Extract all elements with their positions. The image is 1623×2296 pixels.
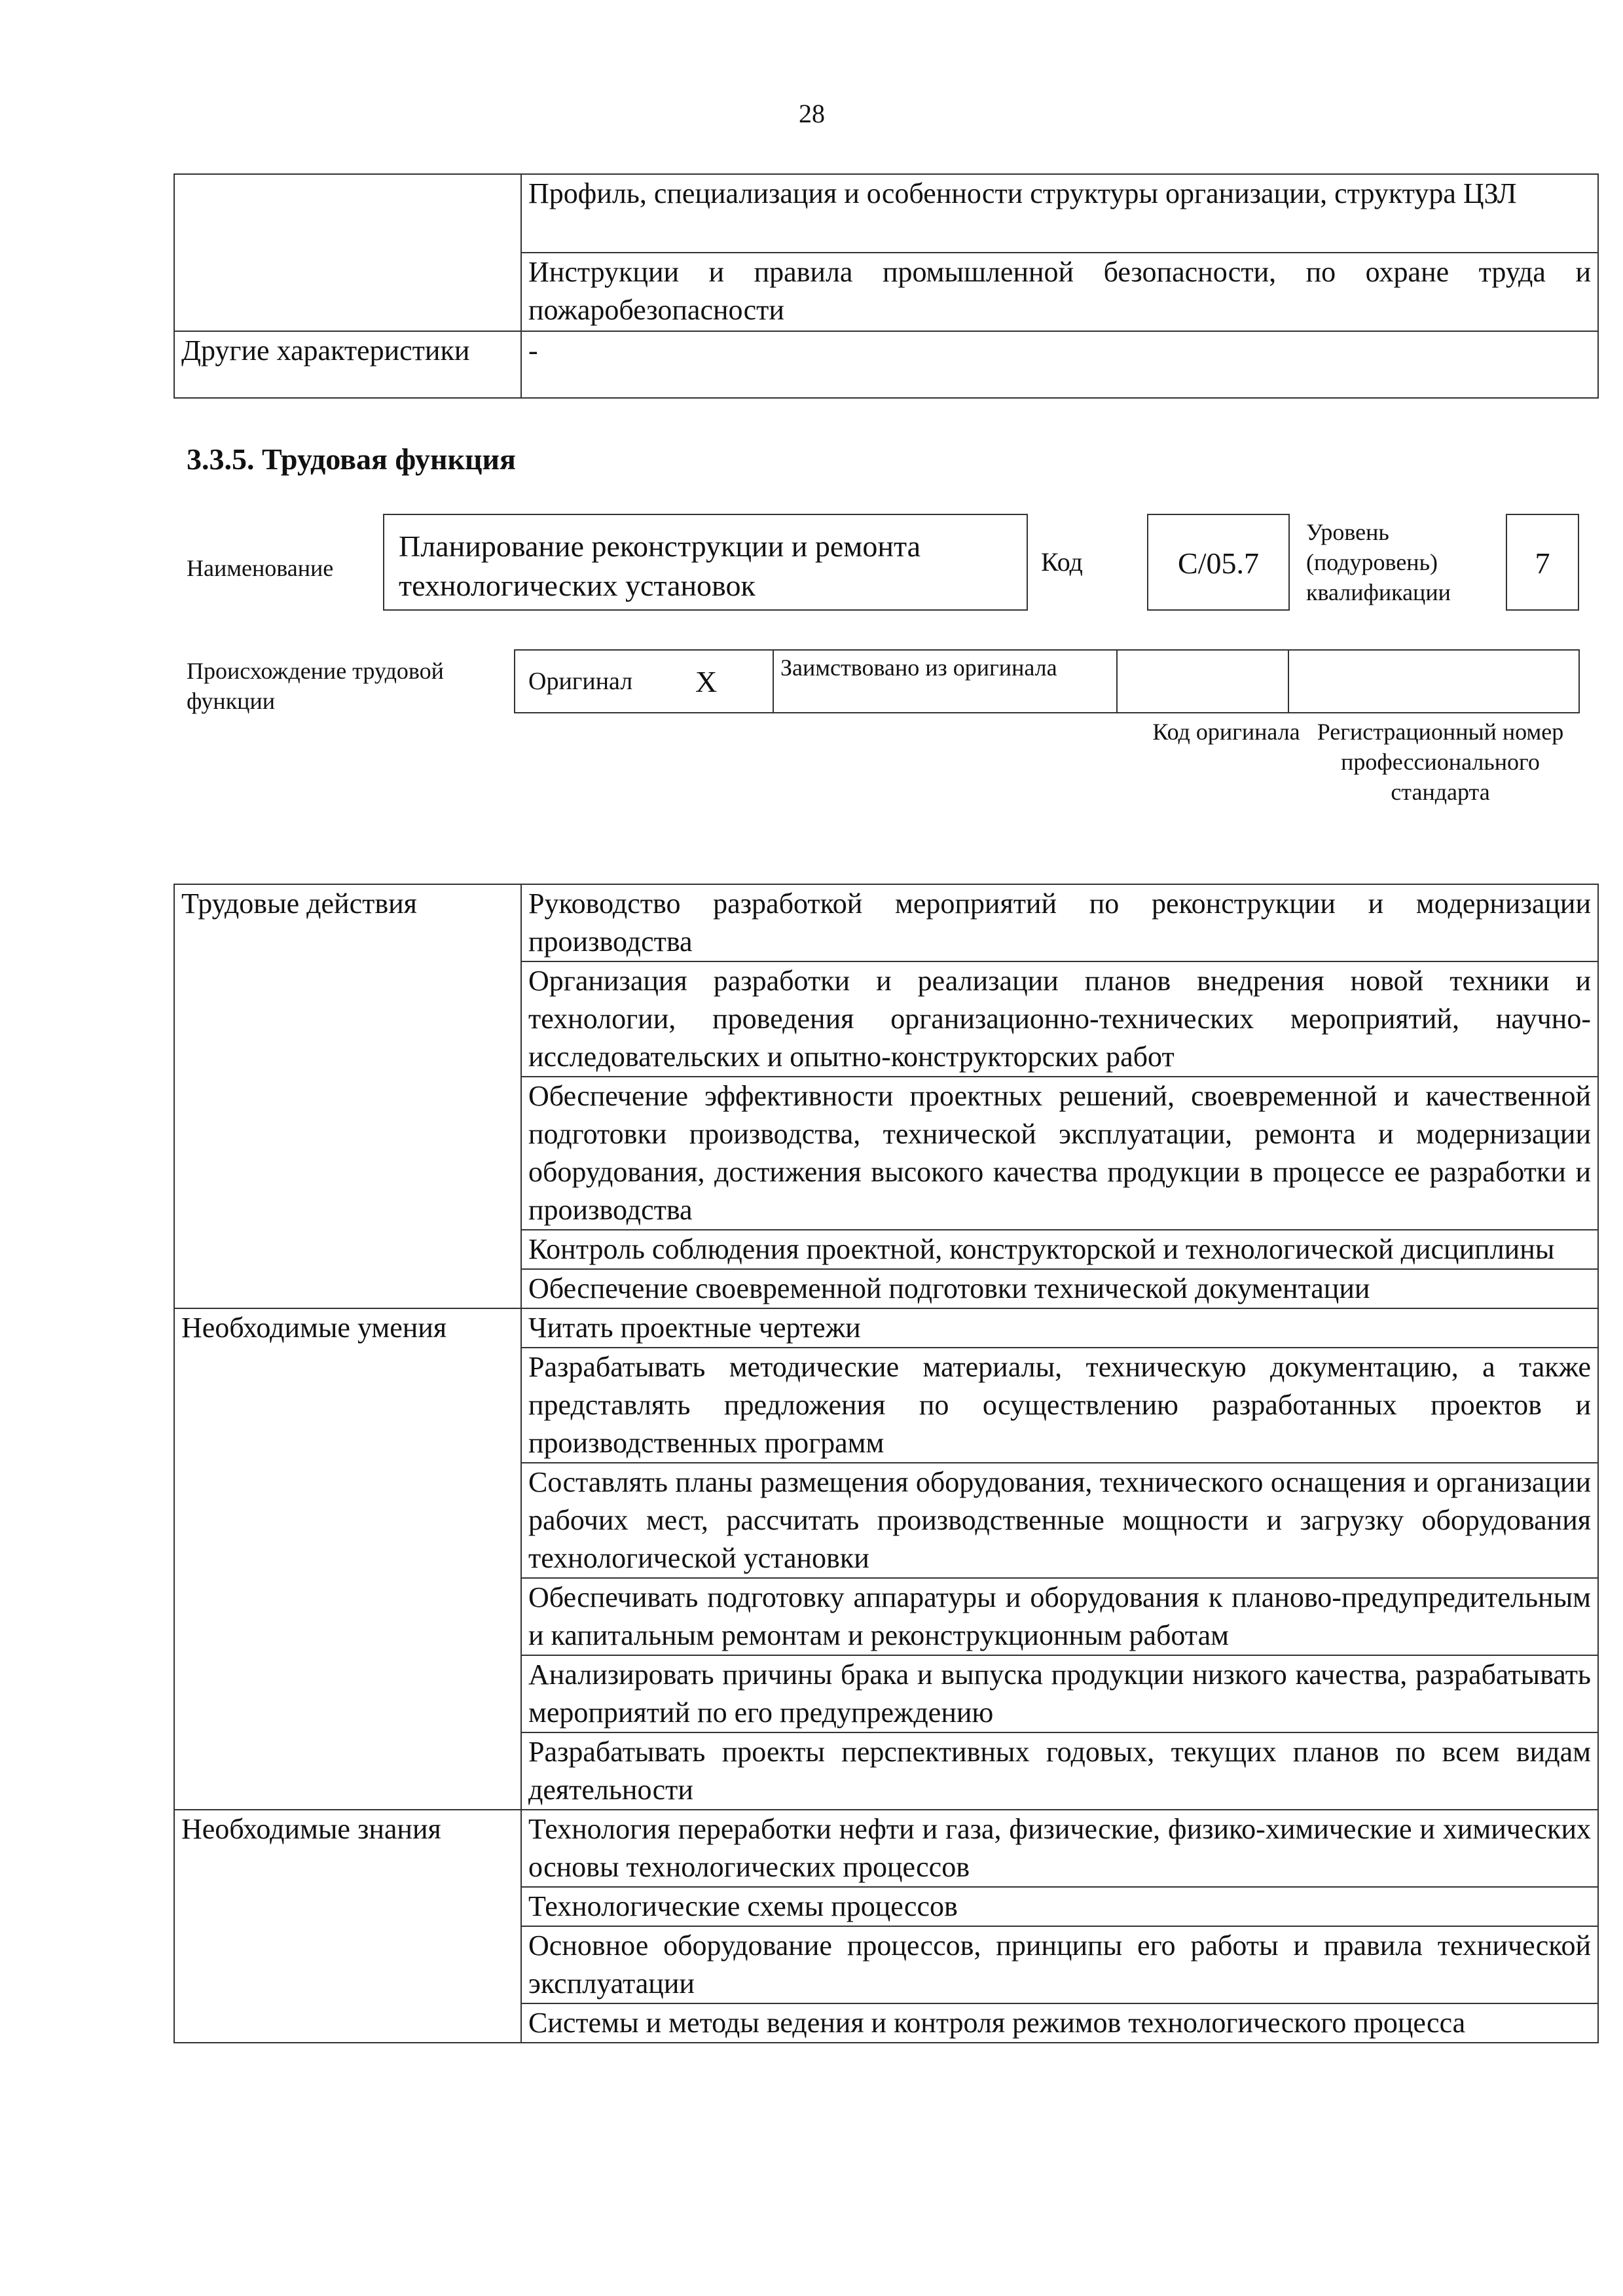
function-name-box: Планирование реконструкции и ремонта технологических установок: [383, 514, 1028, 611]
table-row: [174, 331, 1598, 398]
list-item: -: [521, 331, 1598, 398]
section-title: 3.3.5. Трудовая функция: [187, 442, 516, 476]
list-item: Технология переработки нефти и газа, физические, физико-химические и химических основы технологических процессов: [521, 1810, 1598, 1887]
code-value-box: C/05.7: [1147, 514, 1290, 611]
table-row: [174, 1810, 1598, 1887]
list-item: Основное оборудование процессов, принципы его работы и правила технической эксплуатации: [521, 1926, 1598, 2003]
top-table: [173, 173, 1599, 399]
name-label: Наименование: [187, 555, 334, 581]
list-item: Технологические схемы процессов: [521, 1887, 1598, 1926]
row-label: [174, 174, 521, 331]
list-item: Организация разработки и реализации планов внедрения новой техники и технологии, проведения организационно-технических мероприятий, научно-исследовательских и опытно-конструкторских работ: [521, 961, 1598, 1077]
list-item: Разрабатывать проекты перспективных годовых, текущих планов по всем видам деятельности: [521, 1732, 1598, 1810]
page-number: 28: [799, 99, 825, 128]
origin-table: [514, 649, 1580, 713]
list-item: Анализировать причины брака и выпуска продукции низкого качества, разрабатывать мероприятий по его предупреждению: [521, 1655, 1598, 1732]
list-item: Профиль, специализация и особенности структуры организации, структура ЦЗЛ: [521, 174, 1598, 253]
list-item: Разрабатывать методические материалы, техническую документацию, а также представлять предложения по осуществлению разработанных проектов и производственных программ: [521, 1348, 1598, 1463]
list-item: Читать проектные чертежи: [521, 1308, 1598, 1348]
row-label: Трудовые действия: [174, 884, 521, 1308]
code-label: Код: [1041, 547, 1083, 577]
list-item: Составлять планы размещения оборудования, технического оснащения и организации рабочих мест, рассчитать производственные мощности и загрузку оборудования технологической установки: [521, 1463, 1598, 1578]
list-item: Системы и методы ведения и контроля режимов технологического процесса: [521, 2003, 1598, 2043]
registration-caption: Регистрационный номер профессионального стандарта: [1317, 719, 1564, 805]
list-item: Руководство разработкой мероприятий по реконструкции и модернизации производства: [521, 884, 1598, 961]
list-item: Инструкции и правила промышленной безопасности, по охране труда и пожаробезопасности: [521, 253, 1598, 331]
code-caption: Код оригинала: [1152, 719, 1300, 745]
list-item: Обеспечивать подготовку аппаратуры и оборудования к планово-предупредительным и капитальным ремонтам и реконструкционным работам: [521, 1578, 1598, 1655]
original-code-cell: [1118, 651, 1289, 712]
row-label: Необходимые умения: [174, 1308, 521, 1810]
list-item: Обеспечение эффективности проектных решений, своевременной и качественной подготовки производства, технической эксплуатации, ремонта и модернизации оборудования, достижения высокого качества продукции в процессе ее разработки и производства: [521, 1077, 1598, 1230]
row-label: Другие характеристики: [174, 331, 521, 398]
table-row: [174, 884, 1598, 961]
origin-label: Происхождение трудовой функции: [187, 658, 444, 714]
table-row: [174, 174, 1598, 253]
list-item: Обеспечение своевременной подготовки технической документации: [521, 1269, 1598, 1308]
level-value-box: 7: [1506, 514, 1579, 611]
original-label: Оригинал: [528, 668, 633, 695]
original-mark: X: [695, 664, 718, 698]
table-row: [174, 1308, 1598, 1348]
list-item: Контроль соблюдения проектной, конструкторской и технологической дисциплины: [521, 1230, 1598, 1269]
origin-original-cell: [515, 651, 774, 712]
registration-number-cell: [1289, 651, 1578, 712]
row-label: Необходимые знания: [174, 1810, 521, 2043]
level-label: Уровень (подуровень) квалификации: [1306, 519, 1451, 605]
borrowed-label: Заимствовано из оригинала: [774, 651, 1118, 712]
main-table: [173, 884, 1599, 2043]
